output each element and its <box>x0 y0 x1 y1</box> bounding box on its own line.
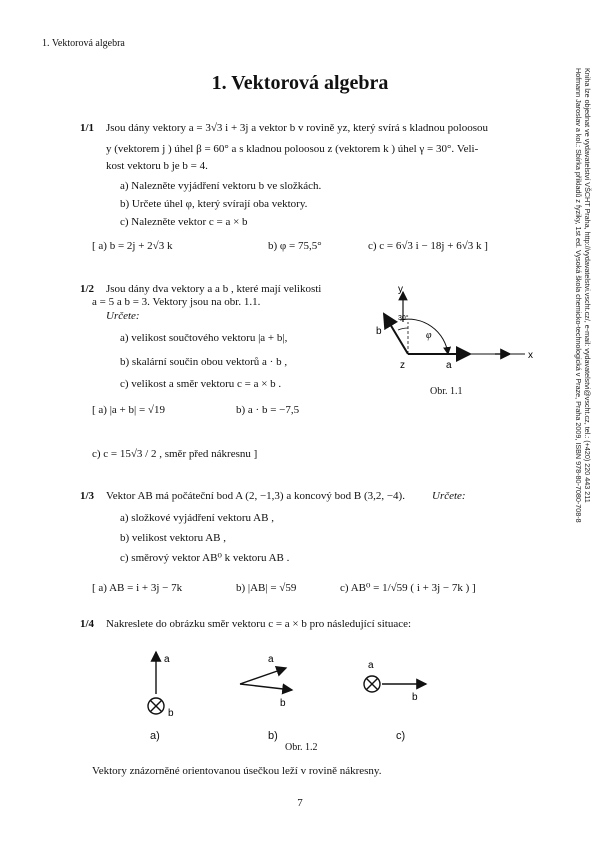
figure-note: Vektory znázorněné orientovanou úsečkou leží v rovině nákresny. <box>92 765 382 777</box>
answer: c) AB⁰ = 1/√59 ( i + 3j − 7k ) ] <box>340 582 476 594</box>
answer: b) |AB| = √59 <box>236 582 297 594</box>
running-header: 1. Vektorová algebra <box>42 38 125 49</box>
answer: c) c = 6√3 i − 18j + 6√3 k ] <box>368 240 488 252</box>
subtask: b) velikost vektoru AB , <box>120 532 227 544</box>
figure-1-2-sub-b: b) <box>268 730 278 742</box>
subtask: a) Nalezněte vyjádření vektoru b ve složkách. <box>120 180 322 192</box>
page-number: 7 <box>297 797 303 809</box>
angle-30-arc <box>398 328 408 330</box>
urcete-label: Určete: <box>432 490 466 502</box>
problem-number: 1/2 <box>80 283 95 295</box>
answer: c) c = 15√3 / 2 , směr před nákresnu ] <box>92 448 258 460</box>
problem-text: Jsou dány vektory a = 3√3 i + 3j a vektor b v rovině yz, který svírá s kladnou poloosou <box>106 122 488 134</box>
sidebar-line-1: Hofmann Jaroslav a kol.: Sbírka příkladů z fyziky, 1st ed. Vysoká škola chemicko-technologická v Praze, Praha 2009, ISBN 978-80-7080-708-8 <box>574 68 583 523</box>
problem-number: 1/1 <box>80 122 95 134</box>
subtask: c) Nalezněte vektor c = a × b <box>120 216 248 228</box>
label-z: z <box>400 360 405 371</box>
fig-c-label-b: b <box>412 692 418 703</box>
fig-b-vector-b <box>240 684 292 690</box>
problem-text: y (vektorem j ) úhel β = 60° a s kladnou poloosou z (vektorem k ) úhel γ = 30°. Veli- <box>106 143 479 155</box>
subtask: b) skalární součin obou vektorů a · b , <box>120 356 288 368</box>
figure-1-1-caption: Obr. 1.1 <box>430 386 463 397</box>
urcete-label: Určete: <box>106 310 140 322</box>
answer: [ a) AB = i + 3j − 7k <box>92 582 183 594</box>
problem-number: 1/4 <box>80 618 95 630</box>
figure-1-2-caption: Obr. 1.2 <box>285 742 318 753</box>
problem-text: Nakreslete do obrázku směr vektoru c = a × b pro následující situace: <box>106 618 412 630</box>
fig-c-label-a: a <box>368 660 374 671</box>
copyright-sidebar <box>568 68 592 628</box>
figure-1-2 <box>130 640 430 730</box>
label-b: b <box>376 326 382 337</box>
label-y: y <box>398 284 403 295</box>
label-phi: φ <box>426 330 432 341</box>
subtask: c) směrový vektor AB⁰ k vektoru AB . <box>120 552 290 564</box>
sidebar-line-2: Kniha lze objednat ve vydavatelství VŠCHT Praha, http://vydavatelstvi.vscht.cz/, e-mail: vydavatelstvi@vscht.cz, tel.: (+420) 220 443 211 <box>583 68 592 503</box>
subtask: b) Určete úhel φ, který svírají oba vektory. <box>120 198 308 210</box>
problem-text: kost vektoru b je b = 4. <box>106 160 208 172</box>
problem-text: Vektor AB má počáteční bod A (2, −1,3) a koncový bod B (3,2, −4). <box>106 490 405 502</box>
answer: [ a) b = 2j + 2√3 k <box>92 240 173 252</box>
answer: b) φ = 75,5° <box>268 240 322 252</box>
subtask: a) složkové vyjádření vektoru AB , <box>120 512 274 524</box>
problem-text: a = 5 a b = 3. Vektory jsou na obr. 1.1. <box>92 296 261 308</box>
subtask: a) velikost součtového vektoru |a + b|, <box>120 332 288 344</box>
label-x: x <box>528 350 533 361</box>
fig-b-vector-a <box>240 668 286 684</box>
problem-number: 1/3 <box>80 490 95 502</box>
fig-a-label-a: a <box>164 654 170 665</box>
problem-text: Jsou dány dva vektory a a b , které mají velikosti <box>106 283 322 295</box>
fig-b-label-a: a <box>268 654 274 665</box>
answer: b) a · b = −7,5 <box>236 404 300 416</box>
figure-1-1 <box>370 282 540 402</box>
fig-a-label-b: b <box>168 708 174 719</box>
figure-1-2-sub-c: c) <box>396 730 406 742</box>
page-title: 1. Vektorová algebra <box>211 72 389 94</box>
subtask: c) velikost a směr vektoru c = a × b . <box>120 378 282 390</box>
label-a: a <box>446 360 452 371</box>
figure-1-2-sub-a: a) <box>150 730 160 742</box>
answer: [ a) |a + b| = √19 <box>92 404 165 416</box>
label-30deg: 30° <box>398 315 409 322</box>
angle-phi-arc <box>400 319 448 354</box>
fig-b-label-b: b <box>280 698 286 709</box>
